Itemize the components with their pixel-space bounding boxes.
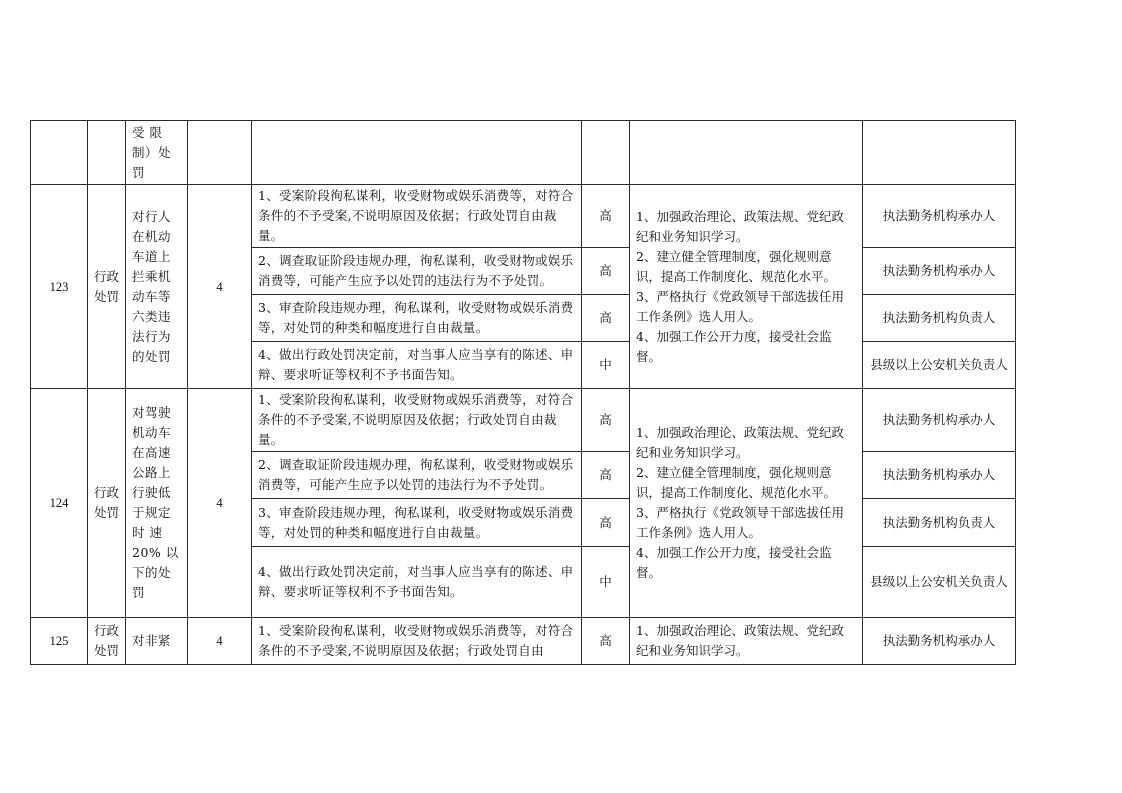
risk-level-cell: 高	[582, 185, 630, 248]
risk-level-cell: 高	[582, 499, 630, 547]
owner-cell	[863, 121, 1016, 185]
owner-cell: 县级以上公安机关负责人	[863, 547, 1016, 618]
measure-line: 3、严格执行《党政领导干部选拔任用工作条例》选人用人。	[636, 288, 844, 324]
measure-line: 2、建立健全管理制度，强化规则意识，提高工作制度化、规范化水平。	[636, 248, 837, 284]
risk-cell: 1、受案阶段徇私谋利，收受财物或娱乐消费等，对符合条件的不予受案,不说明原因及依据；行政处罚自由裁量。	[252, 389, 582, 452]
risk-level-cell: 高	[582, 295, 630, 342]
measures-cell	[630, 121, 863, 185]
risk-cell: 3、审查阶段违规办理，徇私谋利，收受财物或娱乐消费等，对处罚的种类和幅度进行自由裁量。	[252, 499, 582, 547]
item-cell: 对非紧	[126, 618, 188, 665]
risk-cell	[252, 121, 582, 185]
measure-line: 1、加强政治理论、政策法规、党纪政纪和业务知识学习。	[636, 623, 844, 658]
seq-cell	[31, 121, 88, 185]
owner-cell: 执法勤务机构承办人	[863, 452, 1016, 499]
seq-cell: 125	[31, 618, 88, 665]
category-cell	[88, 121, 126, 185]
risk-cell: 4、做出行政处罚决定前，对当事人应当享有的陈述、申辩、要求听证等权利不予书面告知。	[252, 342, 582, 389]
measures-cell	[630, 618, 863, 665]
risk-level-cell: 中	[582, 547, 630, 618]
points-cell	[188, 121, 252, 185]
risk-cell: 4、做出行政处罚决定前，对当事人应当享有的陈述、申辩、要求听证等权利不予书面告知。	[252, 547, 582, 618]
risk-level-cell: 高	[582, 389, 630, 452]
risk-level-cell: 中	[582, 342, 630, 389]
points-cell: 4	[188, 618, 252, 665]
seq-cell: 124	[31, 389, 88, 618]
risk-level-cell: 高	[582, 618, 630, 665]
measure-line: 2、建立健全管理制度，强化规则意识，提高工作制度化、规范化水平。	[636, 465, 837, 500]
risk-cell: 1、受案阶段徇私谋利，收受财物或娱乐消费等，对符合条件的不予受案,不说明原因及依据；行政处罚自由	[252, 618, 582, 665]
category-cell: 行政处罚	[88, 185, 126, 389]
risk-cell: 2、调查取证阶段违规办理，徇私谋利，收受财物或娱乐消费等，可能产生应予以处罚的违法行为不予处罚。	[252, 248, 582, 295]
measures-cell	[630, 185, 863, 389]
points-cell: 4	[188, 185, 252, 389]
category-cell: 行政处罚	[88, 618, 126, 665]
measure-line: 1、加强政治理论、政策法规、党纪政纪和业务知识学习。	[636, 425, 844, 460]
seq-cell: 123	[31, 185, 88, 389]
points-cell: 4	[188, 389, 252, 618]
risk-level-cell: 高	[582, 248, 630, 295]
risk-cell: 2、调查取证阶段违规办理，徇私谋利，收受财物或娱乐消费等，可能产生应予以处罚的违法行为不予处罚。	[252, 452, 582, 499]
owner-cell: 执法勤务机构负责人	[863, 295, 1016, 342]
table-row	[31, 618, 1016, 665]
measure-line: 3、严格执行《党政领导干部选拔任用工作条例》选人用人。	[636, 505, 844, 540]
risk-level-cell: 高	[582, 452, 630, 499]
owner-cell: 执法勤务机构承办人	[863, 248, 1016, 295]
measure-line: 4、加强工作公开力度，接受社会监督。	[636, 328, 832, 364]
level-cell	[582, 121, 630, 185]
owner-cell: 执法勤务机构承办人	[863, 185, 1016, 248]
owner-cell: 执法勤务机构承办人	[863, 389, 1016, 452]
owner-cell: 执法勤务机构承办人	[863, 618, 1016, 665]
category-cell: 行政处罚	[88, 389, 126, 618]
measure-line: 1、加强政治理论、政策法规、党纪政纪和业务知识学习。	[636, 208, 844, 244]
item-cell: 受 限制）处罚	[126, 121, 188, 185]
measure-line: 4、加强工作公开力度，接受社会监督。	[636, 545, 832, 580]
item-cell: 对驾驶机动车在高速公路上行驶低于规定时 速 20% 以下的处罚	[126, 389, 188, 618]
risk-cell: 1、受案阶段徇私谋利，收受财物或娱乐消费等，对符合条件的不予受案,不说明原因及依据；行政处罚自由裁量。	[252, 185, 582, 248]
measures-cell	[630, 389, 863, 618]
owner-cell: 执法勤务机构负责人	[863, 499, 1016, 547]
risk-table	[30, 120, 1016, 665]
table-row	[31, 185, 1016, 248]
risk-cell: 3、审查阶段违规办理，徇私谋利，收受财物或娱乐消费等，对处罚的种类和幅度进行自由裁量。	[252, 295, 582, 342]
table-row-continuation	[31, 121, 1016, 185]
table-row	[31, 389, 1016, 452]
item-cell: 对行人在机动车道上拦乘机动车等六类违法行为的处罚	[126, 185, 188, 389]
owner-cell: 县级以上公安机关负责人	[863, 342, 1016, 389]
